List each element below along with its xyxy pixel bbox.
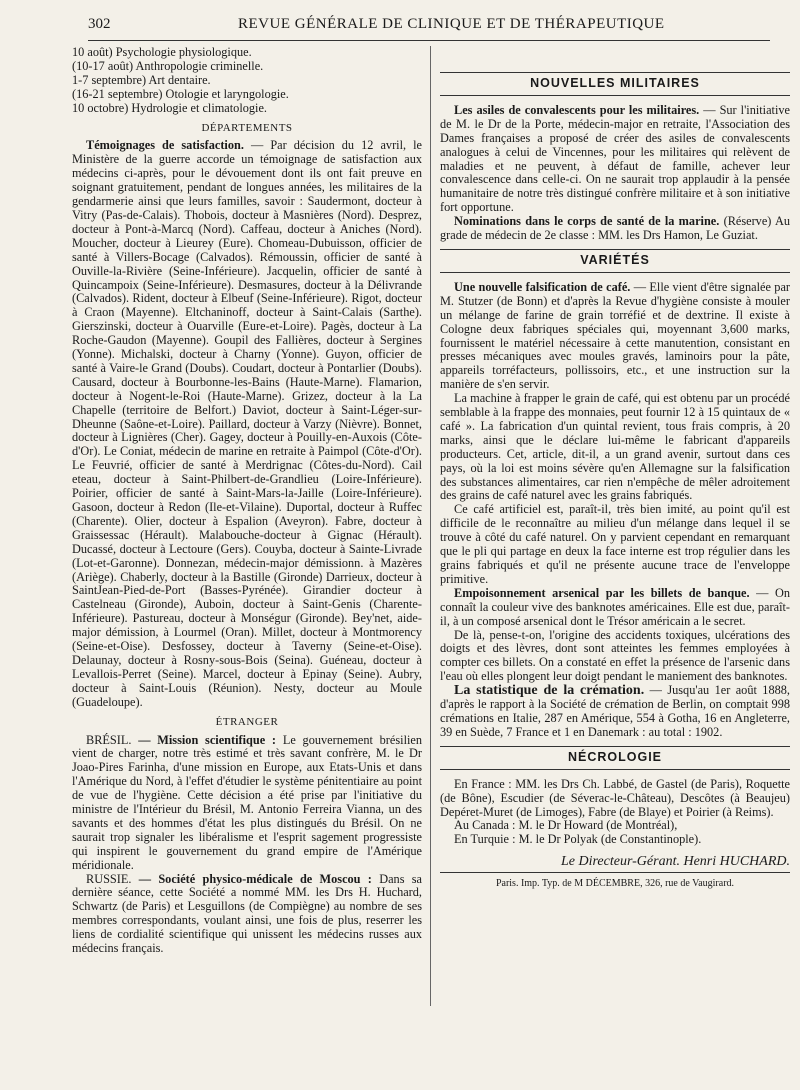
cremation-text: — Jusqu'au 1er août 1888, d'après le rapport à la Société de crémation de Berlin, on comptait 998 crémations en Italie, 287 en Amérique, 554 à Gotha, 16 en Angleterre, 39 en Suède, 7 France et 1 en Danemark : au total : 1902. <box>440 683 790 739</box>
imprint: Paris. Imp. Typ. de M DÉCEMBRE, 326, rue de Vaugirard. <box>495 878 735 890</box>
russie-text: Dans sa dernière séance, cette Société a nommé MM. les Drs H. Huchard, Schwartz (de Paris) et Lesguillons (de Compiègne) au nombre de ses membres correspondants, voulant ainsi, une fois de plus, reserrer les liens de cordialité scientifique qui unissent les médecins russes aux médecins français. <box>72 871 423 956</box>
arsenic-paragraph-2: De là, pense-t-on, l'origine des accidents toxiques, ulcérations des doigts et des lèvres, dont sont atteintes les femmes employées à compter ces billets. On a constaté en effet la présence de l'arsenic dans l'eau où elles plongent leur doigt pendant le maniement des banknotes. <box>440 627 790 684</box>
bresil-paragraph <box>72 734 422 873</box>
nominations-paragraph <box>440 215 790 243</box>
russie-heading: — Société physico-médicale de Moscou : <box>138 871 372 886</box>
asiles-text: — Sur l'initiative de M. le Dr de la Porte, médecin-major en retraite, l'Association des Dames françaises a proposé de créer des asiles de convalescents analogues à celui de Vincennes, pour les militaires qui relèvent de maladies et ne peuvent, à défaut de famille, achever leur convalescence dans celle-ci. On ne saurait trop applaudir à la pensée humanitaire de notre très distingué confrère militaire et à son initiative fort opportune. <box>440 102 790 215</box>
cafe-paragraph-2: La machine à frapper le grain de café, qui est obtenu par un procédé semblable à la frappe des monnaies, peut fournir 12 à 15 quintaux de « café ». La fabrication d'un quintal revient, tous frais compris, à 20 marks, ainsi que le déclare lui-même le fabricant d'appareils producteurs. Cet, article, dit-il, a un grand avenir, surtout dans ces pays, où la loi est moins sévère qu'en Allemagne sur la falsification des substances alimentaires, car rien n'empêche de mêler adroitement des grains de café naturel avec les grains fabriqués. <box>440 391 790 503</box>
journal-title: REVUE GÉNÉRALE DE CLINIQUE ET DE THÉRAPEUTIQUE <box>238 16 665 32</box>
column-divider <box>430 46 431 1006</box>
bresil-text: Le gouvernement brésilien vient de charger, notre très estimé et très savant confrère, M. le Dr Joao-Pires Farinha, d'une mission en Europe, aux Etats-Unis et dans l'Amérique du Nord, à l'effet d'étudier le système pénitentiaire au point de vue de l'hygiène. Cette décision a été prise par l'initiative du ministre de l'Intérieur du Brésil, M. Antonio Ferreira Vianna, un des savants et des hommes d'état les plus distingués du Brésil. On ne saurait trop signaler les libéralisme et l'esprit sagement progressiste qui inspirent le gouvernement du grand empire de l'Amérique méridionale. <box>72 732 423 872</box>
nouvelles-title: NOUVELLES MILITAIRES <box>440 72 790 96</box>
nominations-heading: Nominations dans le corps de santé de la marine. <box>454 214 720 229</box>
varietes-title: VARIÉTÉS <box>440 249 790 273</box>
page-number: 302 <box>88 16 111 32</box>
header-rule <box>88 40 770 41</box>
congress-line: (10-17 août) Anthropologie criminelle. <box>72 58 264 73</box>
cremation-heading: La statistique de la crémation. <box>454 683 645 699</box>
bresil-lead: BRÉSIL. <box>86 732 132 747</box>
congress-line: (16-21 septembre) Otologie et laryngologie. <box>72 86 289 101</box>
congress-line: 1-7 septembre) Art dentaire. <box>72 72 211 87</box>
congress-line: 10 octobre) Hydrologie et climatologie. <box>72 100 267 115</box>
arsenic-paragraph-1 <box>440 587 790 629</box>
cafe-paragraph-1 <box>440 281 790 392</box>
signature: Le Directeur-Gérant. Henri HUCHARD. <box>440 855 790 873</box>
arsenic-text: — On connaît la couleur vive des banknotes américaines. Elle est due, paraît-il, à un composé arsenical dont le Trésor américain a le secret. <box>440 585 790 628</box>
temoignages-text: — Par décision du 12 avril, le Ministère de la guerre accorde un témoignage de satisfaction aux médecins ci-après, pour le dévouement dont ils ont fait preuve en soignant gratuitement, pendant de longues années, les militaires de la gendarmerie ainsi que leurs familles, savoir : Saudermont, docteur à Vitry (Pas-de-Calais). Thobois, docteur à Masnières (Nord). Desprez, docteur à Pont-à-Marcq (Nord). Caffeau, docteur à Aniches (Nord). Moucher, docteur à Lieurey (Eure). Chomeau-Dubuisson, officier de santé à Villers-Bocage (Calvados). Rémoussin, officier de santé à Ouville-la-Rivière (Seine-Inférieure). Jacquelin, officier de santé à Quincampoix (Seine-Inférieure). Desmasures, docteur à la Délivrande (Calvados). Rident, docteur à Elbeuf (Seine-Inférieure). Rigot, docteur à Craon (Mayenne). Eltchaninoff, docteur à Saint-Calais (Sarthe). Gierszinski, docteur à Ouarville (Eure-et-Loire). Pagès, docteur à La Roche-Gaudon (Mayenne). Goupil des Fallières, docteur à Sergines (Yonne). Michalski, docteur à Charny (Yonne). Guyon, officier de santé à Vaire-le Grand (Doubs). Coudart, docteur à Pontarlier (Doubs). Causard, docteur à Bourbonne-les-Bains (Haute-Marne). Flamarion, docteur à Nogent-le-Roi (Haute-Marne). Grizez, docteur à la La Chapelle (territoire de Belfort.) Daviot, docteur à Saint-Léger-sur-Dheunne (Saône-et-Loire). Paillard, docteur à Varzy (Nièvre). Bonnet, docteur à Lignières (Cher). Gagey, docteur à Pouilly-en-Auxois (Côte-d'Or). Le Coniat, médecin de marine en retraite à Paimpol (Côte-d'Or). Le Feuvrié, officier de santé à Merdrignac (Côtes-du-Nord). Cail eteau, docteur à Saint-Philbert-de-Grandlieu (Loire-Inférieure). Poirier, officier de santé à Saint-Mars-la-Jaille (Loire-Inférieure). Gasoon, docteur à Redon (Ile-et-Vilaine). Duportal, docteur à Ruffec (Charente). Olier, docteur à Espalion (Aveyron). Fabre, docteur à Graissessac (Hérault). Malabouche-docteur à Gignac (Hérault). Ducassé, docteur à Lectoure (Gers). Couyba, docteur à Sainte-Livrade (Lot-et-Garonne). Donnezan, médecin-major démissionn. à Mazères (Ariège). Chaberly, docteur à la Bastille (Gironde) Darrieux, docteur à SaintJean-Pied-de-Port (Basses-Pyrénée). Girandier docteur à Castelneau (Gironde), Auboin, docteur à Saint-Genis (Charente-Inférieure). Pastureau, docteur à Monségur (Gironde). Bey'net, aide-major démission, à Lourmel (Oran). Millet, docteur à Montmorency (Seine-et-Oise). Desfossey, docteur à Taverny (Seine-et-Oise). Delaunay, docteur à Rosny-sous-Bois (Seina). Guéneau, docteur à Levallois-Perret (Seine). Marcel, docteur à Epinay (Seine). Aubry, docteur à Saint-Louis (Réunion). Nesty, docteur au Moule (Guadeloupe). <box>72 138 423 709</box>
etranger-title: ÉTRANGER <box>215 715 279 728</box>
cafe-paragraph-3: Ce café artificiel est, paraît-il, très bien imité, au point qu'il est difficile de le reconnaître au milieu d'un mélange dans lequel il se trouve à côté du café naturel. On y parvient cependant en remarquant que le pli qui partage en deux la face interne est trop régulier dans les grains fabriqués et qu'il ne présente aucune trace de l'enveloppe primitive. <box>440 502 790 586</box>
cremation-paragraph <box>440 684 790 740</box>
arsenic-heading: Empoisonnement arsenical par les billets de banque. <box>454 585 750 600</box>
left-column <box>72 46 422 956</box>
asiles-heading: Les asiles de convalescents pour les militaires. <box>454 102 700 117</box>
temoignages-paragraph <box>72 139 422 709</box>
cafe-heading: Une nouvelle falsification de café. <box>454 279 631 294</box>
nominations-text: (Réserve) Au grade de médecin de 2e classe : MM. les Drs Hamon, Le Guziat. <box>440 214 790 243</box>
congress-line: 10 août) Psychologie physiologique. <box>72 45 252 59</box>
cafe-text: — Elle vient d'être signalée par M. Stutzer (de Bonn) et d'après la Revue d'hygiène consiste à mouler un mélange de farine de grain torréfié et de dextrine. Il existe à Cologne deux fabriques spéciales qui, moyennant 3,600 marks, fournissent le matériel nécessaire à cette manutention, consistant en presses mécaniques avec moules gravés, laminoirs pour la pâte, appareils torréfacteurs, pollissoirs, etc., et une instruction sur la manière de s'en servir. <box>440 279 791 392</box>
asiles-paragraph <box>440 104 790 215</box>
necro-france: En France : MM. les Drs Ch. Labbé, de Gastel (de Paris), Roquette (de Bône), Escudier (de Séverac-le-Château), Descôtes (à Beaujeu) Depéret-Muret (de Limoges), Fabre (de Blaye) et Poirier (à Reims). <box>440 776 790 819</box>
necro-turquie: En Turquie : M. le Dr Polyak (de Constantinople). <box>454 832 702 847</box>
necrologie-title: NÉCROLOGIE <box>440 746 790 770</box>
bresil-heading: — Mission scientifique : <box>138 732 277 747</box>
running-header <box>88 14 770 36</box>
russie-paragraph <box>72 873 422 956</box>
right-column <box>440 46 790 891</box>
departements-title: DÉPARTEMENTS <box>201 121 293 134</box>
russie-lead: RUSSIE. <box>86 871 132 886</box>
temoignages-heading: Témoignages de satisfaction. <box>86 138 244 153</box>
necro-canada: Au Canada : M. le Dr Howard (de Montréal), <box>454 818 678 833</box>
